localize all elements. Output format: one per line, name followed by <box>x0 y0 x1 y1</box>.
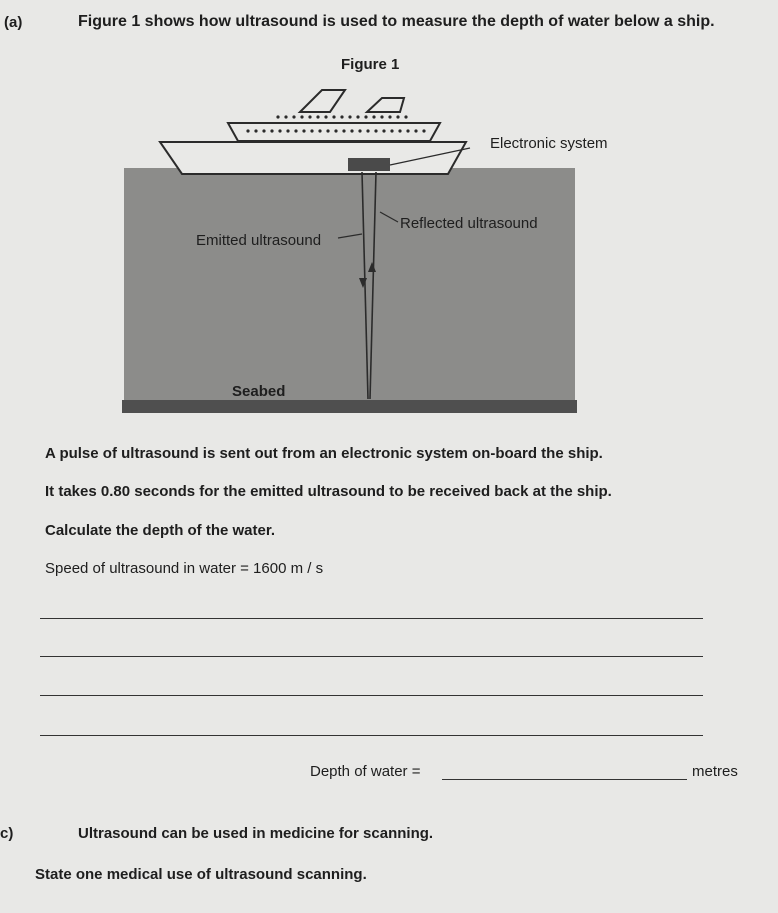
ship-funnel-left <box>300 90 345 112</box>
ship-funnel-right <box>367 98 404 112</box>
body-line-1: A pulse of ultrasound is sent out from an electronic system on-board the ship. <box>45 445 603 462</box>
instruction-part-rest: medical use of ultrasound scanning. <box>102 866 367 883</box>
question-intro: Figure 1 shows how ultrasound is used to measure the depth of water below a ship. <box>78 13 715 30</box>
seabed-strip <box>122 400 577 413</box>
figure-title: Figure 1 <box>341 56 400 73</box>
ship-windows-upper <box>276 115 407 118</box>
working-line-1[interactable] <box>40 618 703 619</box>
question-number-a: (a) <box>4 14 23 31</box>
instruction: Calculate the depth of the water. <box>45 522 276 539</box>
ultrasound-diagram <box>0 0 778 420</box>
depth-unit: metres <box>692 763 738 780</box>
question-c-instruction <box>35 866 367 883</box>
label-reflected-ultrasound: Reflected ultrasound <box>400 215 538 232</box>
label-emitted-ultrasound: Emitted ultrasound <box>196 232 322 249</box>
body-line-2: It takes 0.80 seconds for the emitted ultrasound to be received back at the ship. <box>45 483 612 500</box>
working-line-3[interactable] <box>40 695 703 696</box>
working-line-2[interactable] <box>40 656 703 657</box>
electronic-system-box <box>348 158 390 171</box>
question-number-c: c) <box>0 825 14 842</box>
working-line-4[interactable] <box>40 735 703 736</box>
water-body <box>124 168 575 400</box>
label-seabed: Seabed <box>232 383 286 400</box>
instruction-emphasis-one: one <box>75 866 103 883</box>
question-c-text: Ultrasound can be used in medicine for scanning. <box>78 825 434 842</box>
label-electronic-system: Electronic system <box>490 135 608 152</box>
instruction-part-state: State <box>35 866 76 883</box>
depth-answer-field[interactable] <box>442 763 687 780</box>
depth-label: Depth of water = <box>310 763 421 780</box>
speed-of-ultrasound: Speed of ultrasound in water = 1600 m / s <box>45 560 324 577</box>
